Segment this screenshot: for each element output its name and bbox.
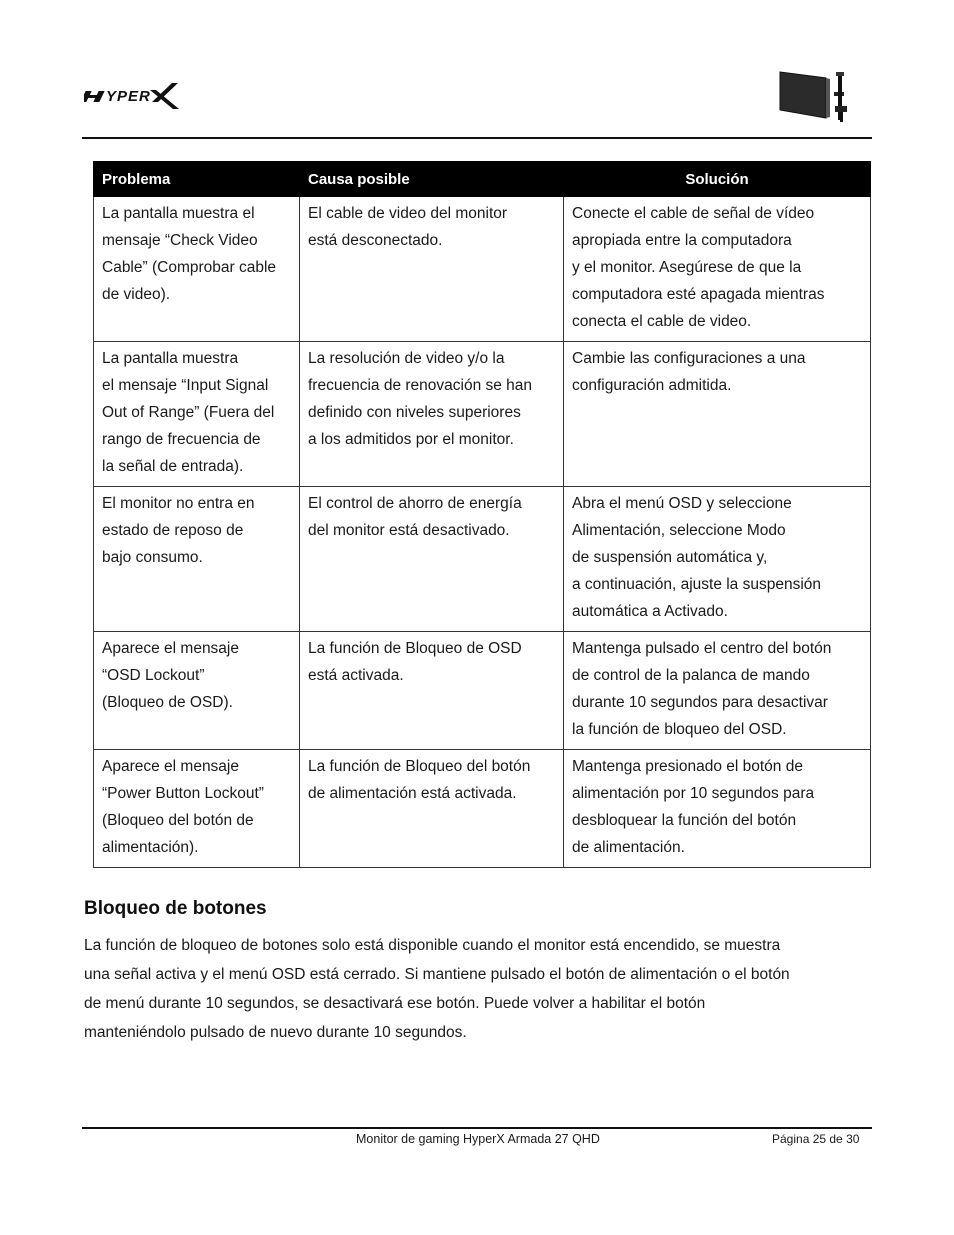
- paragraph-line: una señal activa y el menú OSD está cerrado. Si mantiene pulsado el botón de alimentación o el botón: [84, 966, 790, 983]
- header-cause: Causa posible: [300, 162, 564, 197]
- cell-solution: [564, 197, 871, 342]
- cell-text-line: frecuencia de renovación se han: [308, 377, 533, 394]
- section-paragraph: [84, 931, 874, 1047]
- cell-text-line: Aparece el mensaje: [102, 758, 239, 775]
- footer-product-name: Monitor de gaming HyperX Armada 27 QHD: [356, 1132, 600, 1146]
- cell-problem: [94, 487, 300, 632]
- cell-text-line: La pantalla muestra: [102, 350, 239, 367]
- monitor-arm-mount-icon: [778, 70, 852, 124]
- cell-cause: [300, 197, 564, 342]
- cell-text-line: está activada.: [308, 667, 404, 684]
- cell-text-line: Mantenga pulsado el centro del botón: [572, 640, 832, 657]
- cell-text-line: desbloquear la función del botón: [572, 812, 797, 829]
- paragraph-line: de menú durante 10 segundos, se desactivará ese botón. Puede volver a habilitar el botón: [84, 995, 706, 1012]
- hyperx-logo: [84, 80, 180, 110]
- cell-text-line: y el monitor. Asegúrese de que la: [572, 259, 802, 276]
- cell-text-line: (Bloqueo del botón de: [102, 812, 254, 829]
- cell-text-line: de control de la palanca de mando: [572, 667, 810, 684]
- cell-text-line: (Bloqueo de OSD).: [102, 694, 233, 711]
- cell-text-line: alimentación por 10 segundos para: [572, 785, 815, 802]
- cell-text-line: El cable de video del monitor: [308, 205, 508, 222]
- header-solution: Solución: [564, 162, 871, 197]
- cell-text-line: configuración admitida.: [572, 377, 732, 394]
- cell-text-line: durante 10 segundos para desactivar: [572, 694, 828, 711]
- table-header-row: [94, 162, 871, 197]
- header-problem: Problema: [94, 162, 300, 197]
- cell-text-line: de suspensión automática y,: [572, 549, 768, 566]
- cell-text-line: Mantenga presionado el botón de: [572, 758, 803, 775]
- cell-text-line: “Power Button Lockout”: [102, 785, 264, 802]
- cell-solution: [564, 750, 871, 868]
- cell-text-line: apropiada entre la computadora: [572, 232, 792, 249]
- page-header: [0, 0, 954, 140]
- cell-problem: [94, 342, 300, 487]
- cell-text-line: conecta el cable de video.: [572, 313, 752, 330]
- cell-problem: [94, 197, 300, 342]
- cell-text-line: La resolución de video y/o la: [308, 350, 505, 367]
- cell-text-line: “OSD Lockout”: [102, 667, 205, 684]
- cell-text-line: alimentación).: [102, 839, 199, 856]
- cell-text-line: a continuación, ajuste la suspensión: [572, 576, 822, 593]
- cell-solution: [564, 632, 871, 750]
- table-row: [94, 342, 871, 487]
- cell-text-line: a los admitidos por el monitor.: [308, 431, 514, 448]
- cell-text-line: de video).: [102, 286, 171, 303]
- cell-text-line: La pantalla muestra el: [102, 205, 255, 222]
- table-row: [94, 750, 871, 868]
- table-row: [94, 197, 871, 342]
- cell-text-line: Aparece el mensaje: [102, 640, 239, 657]
- cell-text-line: estado de reposo de: [102, 522, 244, 539]
- cell-text-line: computadora esté apagada mientras: [572, 286, 825, 303]
- footer-page-number: Página 25 de 30: [772, 1132, 860, 1146]
- cell-text-line: Conecte el cable de señal de vídeo: [572, 205, 815, 222]
- cell-text-line: Out of Range” (Fuera del: [102, 404, 275, 421]
- table-row: [94, 487, 871, 632]
- svg-text:YPER: YPER: [106, 88, 151, 105]
- cell-text-line: el mensaje “Input Signal: [102, 377, 269, 394]
- cell-solution: [564, 342, 871, 487]
- paragraph-line: manteniéndolo pulsado de nuevo durante 10 segundos.: [84, 1024, 467, 1041]
- cell-text-line: definido con niveles superiores: [308, 404, 521, 421]
- cell-cause: [300, 632, 564, 750]
- footer-divider: [82, 1127, 872, 1129]
- cell-text-line: El monitor no entra en: [102, 495, 255, 512]
- cell-cause: [300, 342, 564, 487]
- cell-text-line: Abra el menú OSD y seleccione: [572, 495, 792, 512]
- cell-text-line: Cable” (Comprobar cable: [102, 259, 277, 276]
- cell-text-line: del monitor está desactivado.: [308, 522, 510, 539]
- cell-text-line: está desconectado.: [308, 232, 443, 249]
- cell-solution: [564, 487, 871, 632]
- cell-text-line: rango de frecuencia de: [102, 431, 261, 448]
- cell-text-line: El control de ahorro de energía: [308, 495, 522, 512]
- cell-text-line: bajo consumo.: [102, 549, 203, 566]
- troubleshooting-table: [93, 161, 871, 868]
- cell-cause: [300, 750, 564, 868]
- cell-text-line: mensaje “Check Video: [102, 232, 258, 249]
- cell-cause: [300, 487, 564, 632]
- cell-text-line: de alimentación.: [572, 839, 685, 856]
- cell-text-line: automática a Activado.: [572, 603, 728, 620]
- cell-text-line: La función de Bloqueo de OSD: [308, 640, 522, 657]
- cell-problem: [94, 632, 300, 750]
- cell-text-line: la señal de entrada).: [102, 458, 244, 475]
- paragraph-line: La función de bloqueo de botones solo está disponible cuando el monitor está encendido, se muestra: [84, 937, 781, 954]
- cell-text-line: la función de bloqueo del OSD.: [572, 721, 787, 738]
- header-divider: [82, 137, 872, 139]
- cell-text-line: Cambie las configuraciones a una: [572, 350, 806, 367]
- cell-problem: [94, 750, 300, 868]
- cell-text-line: La función de Bloqueo del botón: [308, 758, 531, 775]
- cell-text-line: de alimentación está activada.: [308, 785, 517, 802]
- table-row: [94, 632, 871, 750]
- section-title: Bloqueo de botones: [84, 898, 267, 919]
- cell-text-line: Alimentación, seleccione Modo: [572, 522, 786, 539]
